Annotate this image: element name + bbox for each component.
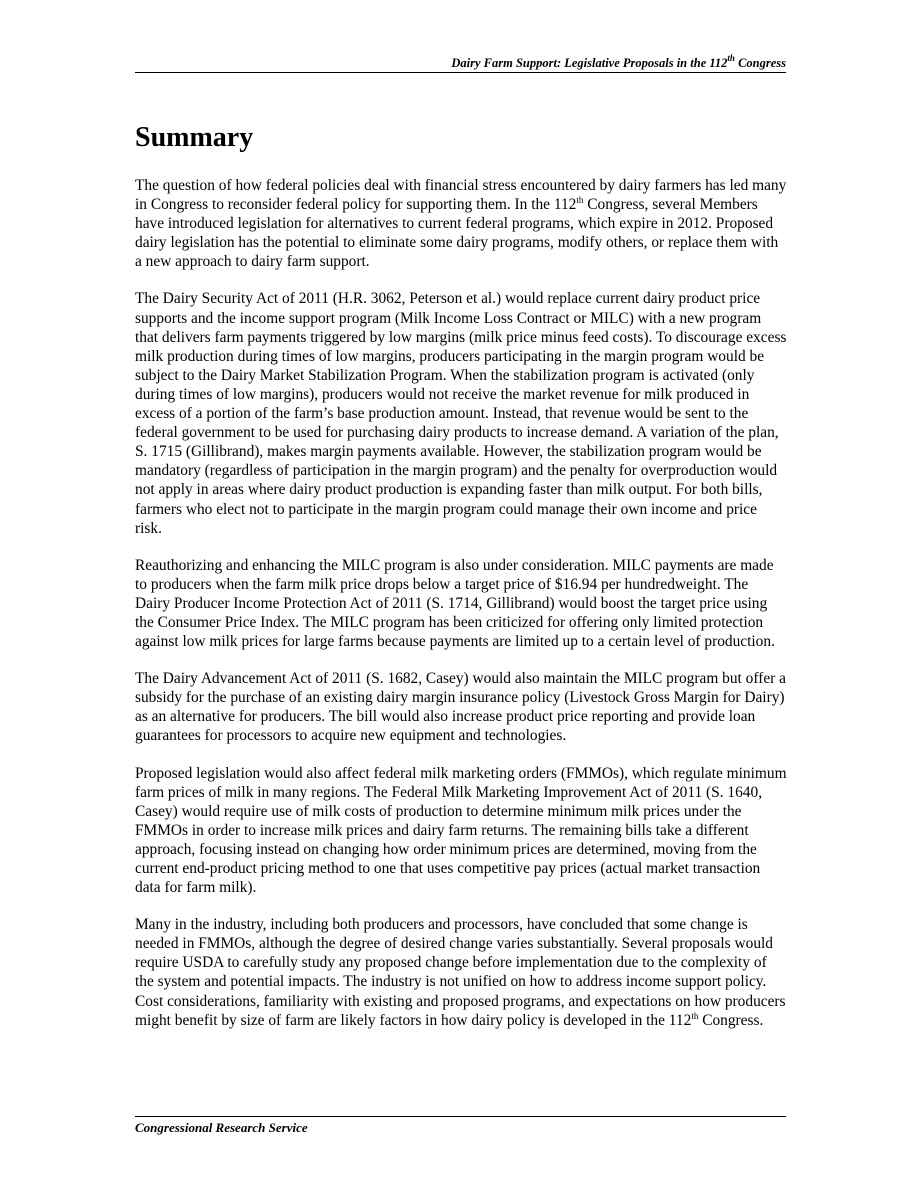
paragraph-fmmo: Proposed legislation would also affect federal milk marketing orders (FMMOs), which regulate minimum farm prices of milk in many regions. The Federal Milk Marketing Improvement Act of 2011 (S. 1640, Casey) would require use of milk costs of production to determine minimum milk prices under the FMMOs in order to increase milk prices and dairy farm returns. The remaining bills take a different approach, focusing instead on changing how order minimum prices are determined, moving from the current end-product pricing method to one that uses competitive pay prices (actual market transaction data for farm milk).	[135, 764, 787, 897]
running-header	[135, 53, 786, 71]
running-header-superscript: th	[727, 53, 735, 63]
paragraph-dairy-security-act: The Dairy Security Act of 2011 (H.R. 3062, Peterson et al.) would replace current dairy product price supports and the income support program (Milk Income Loss Contract or MILC) with a new program that delivers farm payments triggered by low margins (milk price minus feed costs). To discourage excess milk production during times of low margins, producers participating in the margin program would be subject to the Dairy Market Stabilization Program. When the stabilization program is activated (only during times of low margins), producers would not receive the market revenue for milk produced in excess of a portion of the farm’s base production amount. Instead, that revenue would be sent to the federal government to be used for purchasing dairy products to increase demand. A variation of the plan, S. 1715 (Gillibrand), makes margin payments available. However, the stabilization program would be mandatory (regardless of participation in the margin program) and the penalty for overproduction would not apply in areas where dairy product production is expanding faster than milk output. For both bills, farmers who elect not to participate in the margin program could manage their own income and price risk.	[135, 290, 787, 537]
paragraph-milc-program: Reauthorizing and enhancing the MILC program is also under consideration. MILC payments are made to producers when the farm milk price drops below a target price of $16.94 per hundredweight. The Dairy Producer Income Protection Act of 2011 (S. 1714, Gillibrand) would boost the target price using the Consumer Price Index. The MILC program has been criticized for offering only limited protection against low milk prices for large farms because payments are limited up to a certain level of production.	[135, 556, 775, 651]
ordinal-superscript: th	[576, 195, 584, 206]
paragraph-intro-text-end: Congress, several Members have introduced legislation for alternatives to current federal programs, which expire in 2012. Proposed dairy legislation has the potential to eliminate some dairy programs, modify others, or replace them with a new approach to dairy farm support.	[135, 196, 779, 271]
paragraph-industry-views-text-end: Congress.	[698, 1011, 764, 1029]
paragraph-intro	[135, 176, 787, 271]
paragraph-dairy-advancement-act: The Dairy Advancement Act of 2011 (S. 1682, Casey) would also maintain the MILC program but offer a subsidy for the purchase of an existing dairy margin insurance policy (Livestock Gross Margin for Dairy) as an alternative for producers. The bill would also increase product price reporting and provide loan guarantees for processors to acquire new equipment and technologies.	[135, 670, 786, 745]
paragraph-industry-views-text: Many in the industry, including both producers and processors, have concluded that some change is needed in FMMOs, although the degree of desired change varies substantially. Several proposals would require USDA to carefully study any proposed change before implementation due to the complexity of the system and potential impacts. The industry is not unified on how to address income support policy. Cost considerations, familiarity with existing and proposed programs, and expectations on how producers might benefit by size of farm are likely factors in how dairy policy is developed in the 112	[135, 916, 786, 1029]
page-title: Summary	[135, 122, 254, 153]
running-footer: Congressional Research Service	[135, 1120, 308, 1135]
ordinal-superscript: th	[691, 1010, 699, 1021]
footer-divider	[135, 1116, 786, 1117]
header-divider	[135, 72, 786, 73]
paragraph-industry-views	[135, 915, 787, 1030]
paragraph-intro-text: The question of how federal policies deal with financial stress encountered by dairy farmers has led many in Congress to reconsider federal policy for supporting them. In the 112	[135, 177, 787, 214]
summary-body	[135, 176, 787, 1048]
running-header-text: Dairy Farm Support: Legislative Proposals in the 112	[451, 56, 728, 70]
running-header-text-end: Congress	[734, 56, 786, 70]
